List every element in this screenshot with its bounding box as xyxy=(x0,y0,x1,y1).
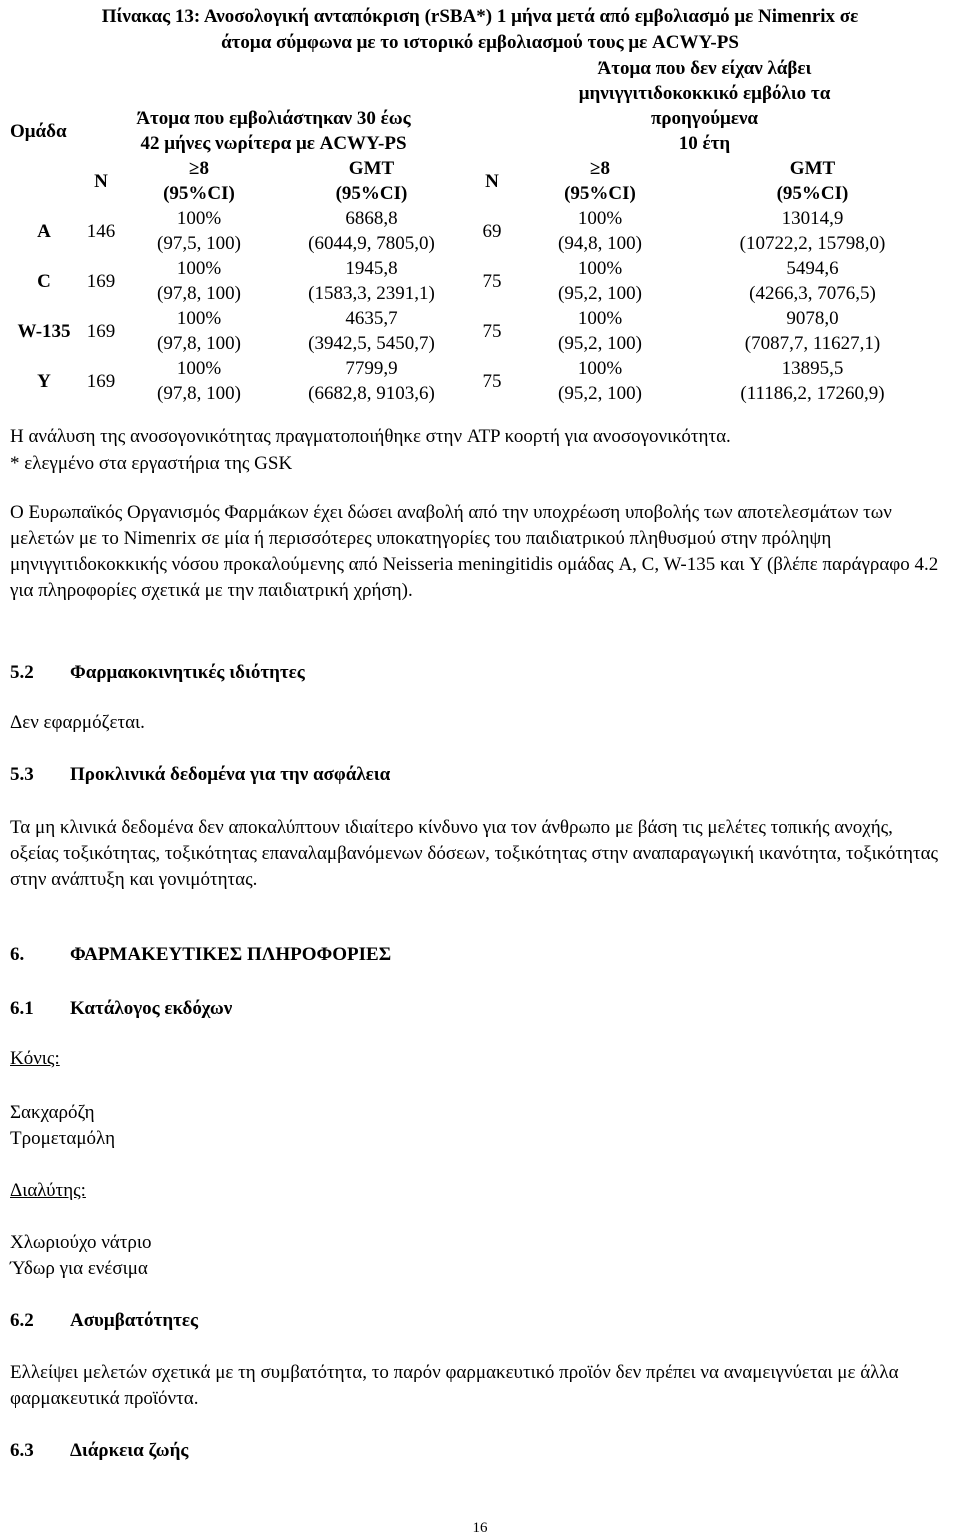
ge8-1-header: ≥8 (95%CI) xyxy=(163,158,235,204)
gmt1-cell: 4635,7 (3942,5, 5450,7) xyxy=(308,308,435,354)
table-row xyxy=(10,256,940,306)
immunogenicity-table xyxy=(10,56,940,406)
group-cell: Y xyxy=(37,370,51,392)
n1-cell: 169 xyxy=(86,320,116,342)
pct1-cell: 100% (97,8, 100) xyxy=(157,308,241,354)
section-6-1-heading: 6.1 Κατάλογος εκδόχων xyxy=(10,998,233,1019)
n1-cell: 169 xyxy=(86,270,116,292)
page-number: 16 xyxy=(472,1520,488,1536)
pct2-cell: 100% (95,2, 100) xyxy=(558,258,642,304)
n1-header: N xyxy=(94,170,108,192)
table-note-analysis: Η ανάλυση της ανοσογονικότητας πραγματοποιήθηκε στην ATP κοορτή για ανοσογονικότητα. xyxy=(10,426,731,447)
ge8-2-header: ≥8 (95%CI) xyxy=(564,158,636,204)
n1-cell: 169 xyxy=(86,370,116,392)
gmt2-cell: 13014,9 (10722,2, 15798,0) xyxy=(739,208,886,254)
gmt1-cell: 6868,8 (6044,9, 7805,0) xyxy=(308,208,435,254)
pct2-cell: 100% (94,8, 100) xyxy=(558,208,642,254)
section-6-3-heading: 6.3 Διάρκεια ζωής xyxy=(10,1440,189,1461)
n2-cell: 75 xyxy=(482,270,502,292)
table-header-row-2 xyxy=(10,156,940,206)
pct2-cell: 100% (95,2, 100) xyxy=(558,308,642,354)
n2-cell: 69 xyxy=(482,220,502,242)
table-row xyxy=(10,306,940,356)
n2-cell: 75 xyxy=(482,370,502,392)
pct1-cell: 100% (97,5, 100) xyxy=(157,208,241,254)
solvent-item: Ύδωρ για ενέσιμα xyxy=(10,1258,148,1279)
pct1-cell: 100% (97,8, 100) xyxy=(157,258,241,304)
cohort2-header: Άτομα που δεν είχαν λάβει μηνιγγιτιδοκοκκικό εμβόλιο τα προηγούμενα 10 έτη xyxy=(578,58,831,154)
gmt2-header: GMT (95%CI) xyxy=(776,158,849,204)
section-5-3-text: Τα μη κλινικά δεδομένα δεν αποκαλύπτουν ιδιαίτερο κίνδυνο για τον άνθρωπο με βάση τις μελέτες τοπικής ανοχής, οξείας τοξικότητας, τοξικότητας επαναλαμβανόμενων δόσεων, τοξικότητας στην αναπαραγωγική ικανότητα, τοξικότητας στην ανάπτυξη και γονιμότητας. xyxy=(10,817,939,890)
powder-item: Σακχαρόζη xyxy=(10,1102,95,1123)
table-row xyxy=(10,206,940,256)
cohort1-header: Άτομα που εμβολιάστηκαν 30 έως 42 μήνες νωρίτερα με ACWY-PS xyxy=(136,108,411,154)
gmt2-cell: 5494,6 (4266,3, 7076,5) xyxy=(749,258,876,304)
section-5-2-heading: 5.2 Φαρμακοκινητικές ιδιότητες xyxy=(10,662,305,683)
table-row xyxy=(10,356,940,406)
section-5-3-heading: 5.3 Προκλινικά δεδομένα για την ασφάλεια xyxy=(10,764,391,785)
group-header: Ομάδα xyxy=(10,120,67,142)
section-5-2-text: Δεν εφαρμόζεται. xyxy=(10,712,145,733)
powder-label: Κόνις: xyxy=(10,1048,60,1069)
group-cell: A xyxy=(37,220,51,242)
section-6-2-heading: 6.2 Ασυμβατότητες xyxy=(10,1310,198,1331)
n2-cell: 75 xyxy=(482,320,502,342)
table-title: Πίνακας 13: Ανοσολογική ανταπόκριση (rSBA*) 1 μήνα μετά από εμβολιασμό με Nimenrix σε άτομα σύμφωνα με το ιστορικό εμβολιασμού τους με ACWY-PS xyxy=(101,6,859,53)
gmt2-cell: 9078,0 (7087,7, 11627,1) xyxy=(744,308,881,354)
group-cell: C xyxy=(37,270,51,292)
section-6-2-text: Ελλείψει μελετών σχετικά με τη συμβατότητα, το παρόν φαρμακευτικό προϊόν δεν πρέπει να αναμειγνύεται με άλλα φαρμακευτικά προϊόντα. xyxy=(10,1362,899,1409)
solvent-label: Διαλύτης: xyxy=(10,1180,86,1201)
solvent-item: Χλωριούχο νάτριο xyxy=(10,1232,152,1253)
gmt1-cell: 7799,9 (6682,8, 9103,6) xyxy=(308,358,435,404)
pct2-cell: 100% (95,2, 100) xyxy=(558,358,642,404)
group-cell: W-135 xyxy=(17,320,71,342)
table-note-gsk: * ελεγμένο στα εργαστήρια της GSK xyxy=(10,453,293,474)
gmt1-cell: 1945,8 (1583,3, 2391,1) xyxy=(308,258,435,304)
gmt2-cell: 13895,5 (11186,2, 17260,9) xyxy=(740,358,885,404)
n1-cell: 146 xyxy=(86,220,116,242)
section-6-heading: 6. ΦΑΡΜΑΚΕΥΤΙΚΕΣ ΠΛΗΡΟΦΟΡΙΕΣ xyxy=(10,944,392,965)
table-header-row-1 xyxy=(10,56,940,156)
ema-paragraph: Ο Ευρωπαϊκός Οργανισμός Φαρμάκων έχει δώσει αναβολή από την υποχρέωση υποβολής των αποτελεσμάτων των μελετών με το Nimenrix σε μία ή περισσότερες υποκατηγορίες του παιδιατρικού πληθυσμού στην πρόληψη μηνιγγιτιδοκοκκικής νόσου προκαλούμενης από Neisseria meningitidis ομάδας A, C, W-135 και Y (βλέπε παράγραφο 4.2 για πληροφορίες σχετικά με την παιδιατρική χρήση). xyxy=(10,502,939,601)
pct1-cell: 100% (97,8, 100) xyxy=(157,358,241,404)
powder-item: Τρομεταμόλη xyxy=(10,1128,116,1149)
n2-header: N xyxy=(485,170,499,192)
gmt1-header: GMT (95%CI) xyxy=(335,158,408,204)
